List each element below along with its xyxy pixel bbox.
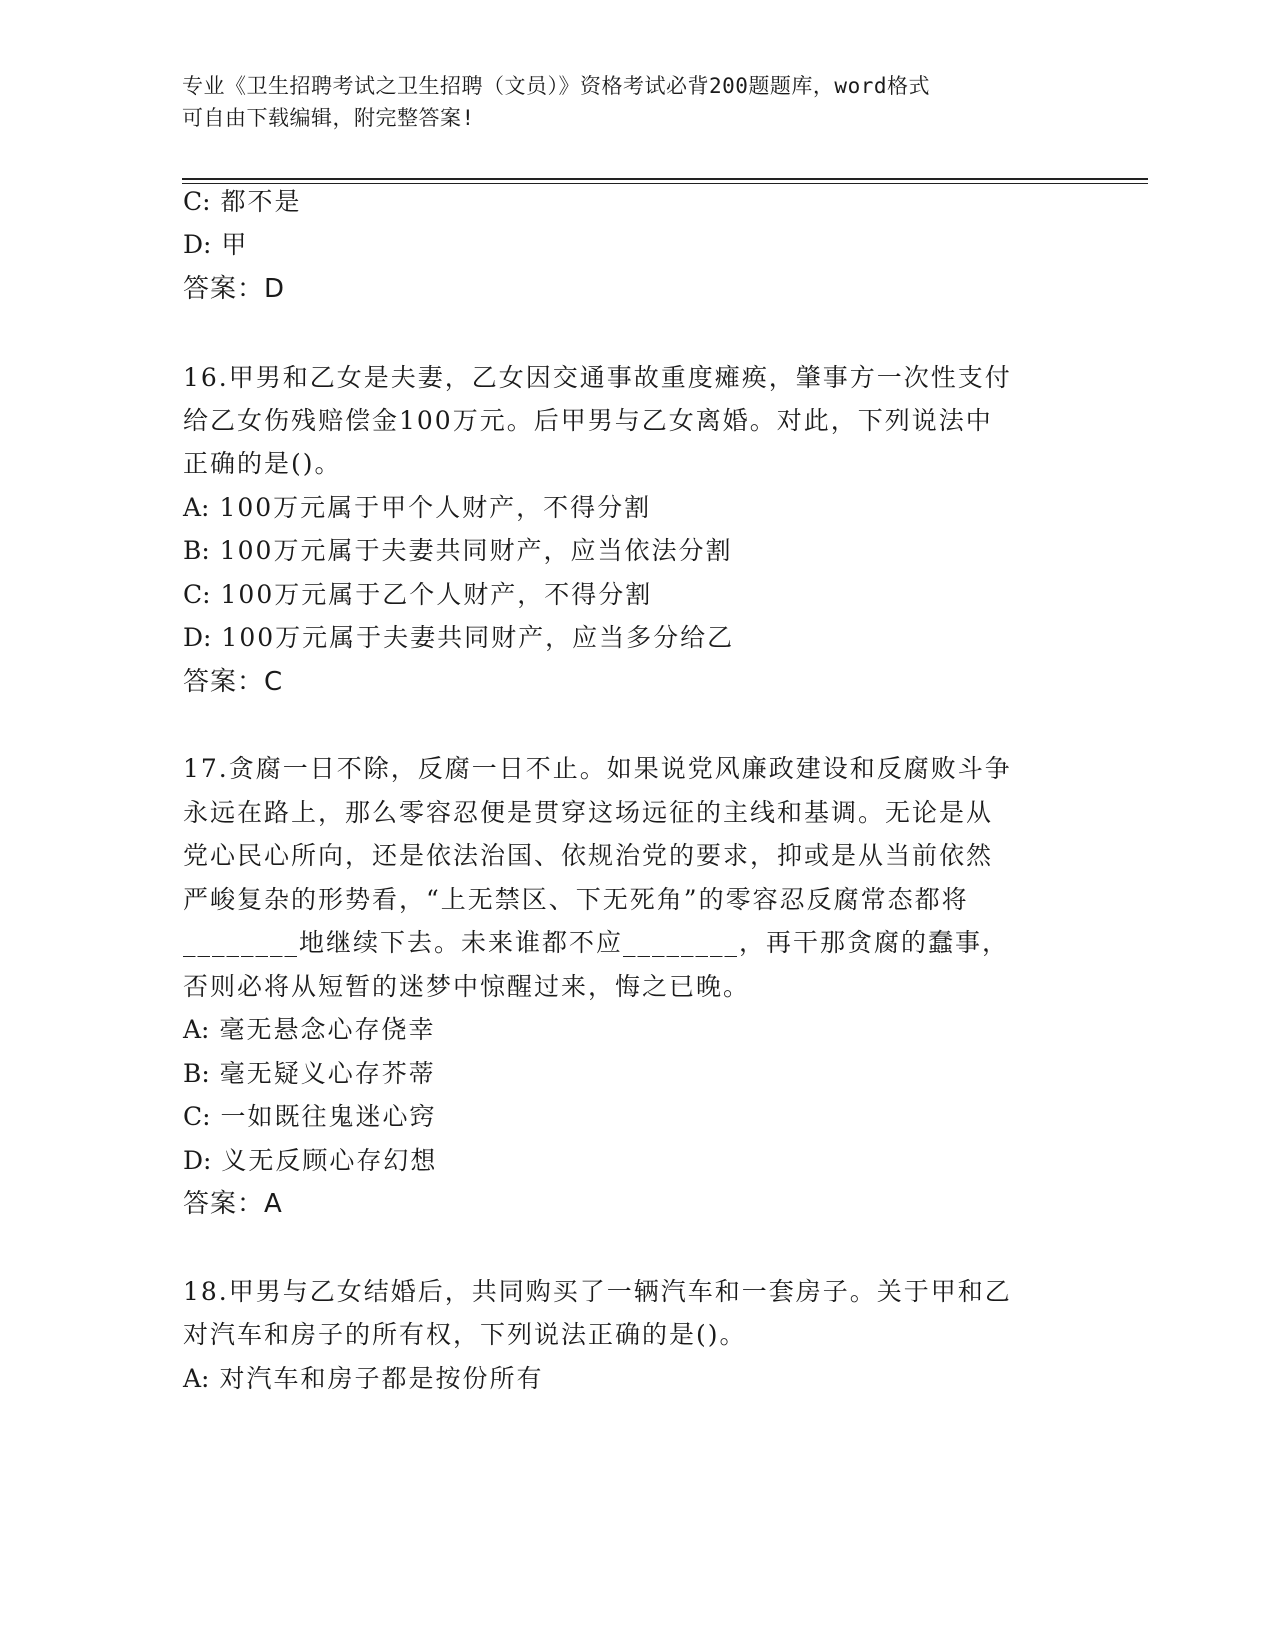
header-title-line-1: 专业《卫生招聘考试之卫生招聘（文员）》资格考试必背200题题库，word格式 [182,74,930,98]
option-letter: B: [183,1059,210,1088]
option-c [183,1101,437,1133]
option-text: 毫无悬念心存侥幸 [219,1015,436,1044]
option-b [183,1058,436,1090]
option-text: 100万元属于夫妻共同财产，应当依法分割 [219,536,733,565]
answer-line: 答案：C [183,667,284,697]
option-text: 一如既往鬼迷心窍 [220,1102,437,1131]
option-text: 对汽车和房子都是按份所有 [219,1364,544,1393]
option-c [183,579,652,611]
option-a [183,1014,435,1046]
option-text: 甲 [221,230,249,259]
question-16-text-2: 给乙女伤残赔偿金100万元。后甲男与乙女离婚。对此，下列说法中 [183,406,993,435]
option-c [183,186,302,218]
option-text: 100万元属于乙个人财产，不得分割 [220,580,653,609]
option-letter: B: [183,536,210,565]
page-header [182,70,1042,134]
option-a [183,1363,543,1395]
question-17-text-5: ________地继续下去。未来谁都不应________，再干那贪腐的蠢事， [183,928,1010,957]
question-16-text-1: 16.甲男和乙女是夫妻，乙女因交通事故重度瘫痪，肇事方一次性支付 [183,363,1012,392]
option-b [183,535,732,567]
option-letter: D: [183,1146,212,1175]
option-letter: C: [183,1102,211,1131]
option-letter: A: [183,1015,210,1044]
answer-line: 答案：A [183,1189,283,1219]
header-divider-thin [182,183,1148,184]
option-text: 义无反顾心存幻想 [221,1146,438,1175]
header-divider [182,178,1148,180]
header-title-line-2: 可自由下载编辑，附完整答案! [182,106,475,130]
option-d [183,1145,437,1177]
question-17-text-3: 党心民心所向，还是依法治国、依规治党的要求，抑或是从当前依然 [183,841,994,870]
option-text: 100万元属于夫妻共同财产，应当多分给乙 [221,623,735,652]
question-16-text-3: 正确的是()。 [183,449,342,478]
question-17-text-6: 否则必将从短暂的迷梦中惊醒过来，悔之已晚。 [183,972,751,1001]
option-letter: C: [183,187,211,216]
option-letter: C: [183,580,211,609]
option-d [183,622,734,654]
answer-line: 答案：D [183,274,286,304]
option-letter: A: [183,493,210,522]
question-18-text-1: 18.甲男与乙女结婚后，共同购买了一辆汽车和一套房子。关于甲和乙 [183,1277,1012,1306]
question-18-text-2: 对汽车和房子的所有权，下列说法正确的是()。 [183,1320,747,1349]
option-text: 毫无疑义心存芥蒂 [219,1059,436,1088]
option-letter: A: [183,1364,210,1393]
question-17-text-2: 永远在路上，那么零容忍便是贯穿这场远征的主线和基调。无论是从 [183,798,994,827]
option-letter: D: [183,623,212,652]
option-letter: D: [183,230,212,259]
option-d [183,229,248,261]
question-17-text-1: 17.贪腐一日不除，反腐一日不止。如果说党风廉政建设和反腐败斗争 [183,754,1012,783]
option-text: 都不是 [220,187,302,216]
question-17-text-4: 严峻复杂的形势看，“上无禁区、下无死角”的零容忍反腐常态都将 [183,885,969,914]
option-text: 100万元属于甲个人财产，不得分割 [219,493,652,522]
option-a [183,492,651,524]
